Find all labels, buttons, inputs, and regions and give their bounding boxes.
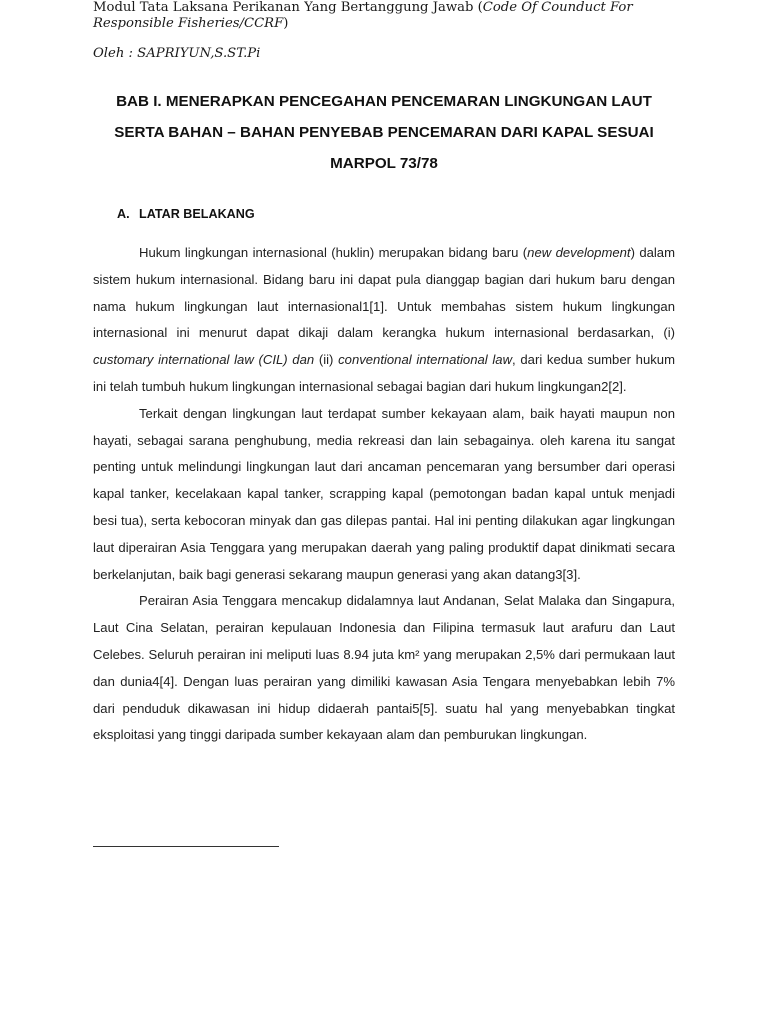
- paragraph-1-text-a: Hukum lingkungan internasional (huklin) merupakan bidang baru (: [139, 245, 528, 260]
- header-close-paren: ): [283, 15, 289, 31]
- header-code-name: Code Of Counduct For Responsible Fisheries/CCRF: [93, 0, 633, 31]
- paragraph-1-italic-cil: customary international law (CIL) dan: [93, 352, 315, 368]
- paragraph-2: Terkait dengan lingkungan laut terdapat sumber kekayaan alam, baik hayati maupun non hayati, sebagai sarana penghubung, media rekreasi dan lain sebagainya. oleh karena itu sangat penting untuk melindungi lingkungan laut dari ancaman pencemaran yang bersumber dari operasi kapal tanker, kecelakaan kapal tanker, scrapping kapal (pemotongan badan kapal untuk menjadi besi tua), serta kebocoran minyak dan gas dilepas pantai. Hal ini penting dilakukan agar lingkungan laut diperairan Asia Tenggara yang merupakan daerah yang paling produktif dapat dinikmati secara berkelanjutan, baik bagi generasi sekarang maupun generasi yang akan datang3[3].: [93, 405, 675, 582]
- chapter-title: [93, 86, 675, 179]
- running-header: [93, 0, 683, 31]
- paragraph-1-text-e: (ii): [314, 352, 339, 368]
- paragraph-1-text-g: , dari kedua sumber hukum ini telah tumbuh hukum lingkungan internasional sebagai bagian dari hukum lingkungan2[2].: [93, 352, 675, 394]
- paragraph-1-italic-conventional: conventional international law: [338, 352, 513, 368]
- document-body: [93, 240, 675, 749]
- chapter-title-line-3: MARPOL 73/78: [330, 155, 438, 172]
- section-label: LATAR BELAKANG: [139, 207, 255, 221]
- chapter-title-line-1: BAB I. MENERAPKAN PENCEGAHAN PENCEMARAN LINGKUNGAN LAUT: [116, 93, 652, 110]
- paragraph-3: Perairan Asia Tenggara mencakup didalamnya laut Andanan, Selat Malaka dan Singapura, Laut Cina Selatan, perairan kepulauan Indonesia dan Filipina termasuk laut arafuru dan Laut Celebes. Seluruh perairan ini meliputi luas 8.94 juta km² yang merupakan 2,5% dari permukaan laut dan dunia4[4]. Dengan luas perairan yang dimiliki kawasan Asia Tengara menyebabkan lebih 7% dari penduduk dikawasan ini hidup didaerah pantai5[5]. suatu hal yang menyebabkan tingkat eksploitasi yang tinggi daripada sumber kekayaan alam dan pemburukan lingkungan.: [93, 593, 675, 743]
- paragraph-1-text-c: ) dalam sistem hukum internasional. Bidang baru ini dapat pula dianggap bagian dari hukum baru dengan nama hukum lingkungan laut internasional1[1]. Untuk membahas sistem hukum lingkungan internasional ini menurut dapat dikaji dalam kerangka hukum internasional berdasarkan, (i): [93, 245, 675, 341]
- chapter-title-line-2: SERTA BAHAN – BAHAN PENYEBAB PENCEMARAN DARI KAPAL SESUAI: [114, 124, 654, 141]
- paragraph-1: [93, 240, 675, 401]
- footnote-separator: [93, 846, 279, 847]
- section-heading: [117, 205, 255, 223]
- header-module-title: Modul Tata Laksana Perikanan Yang Bertanggung Jawab (: [93, 0, 483, 15]
- paragraph-1-italic-new-development: new development: [527, 245, 631, 260]
- author-line: Oleh : SAPRIYUN,S.ST.Pi: [93, 46, 261, 61]
- section-number: A.: [117, 207, 130, 221]
